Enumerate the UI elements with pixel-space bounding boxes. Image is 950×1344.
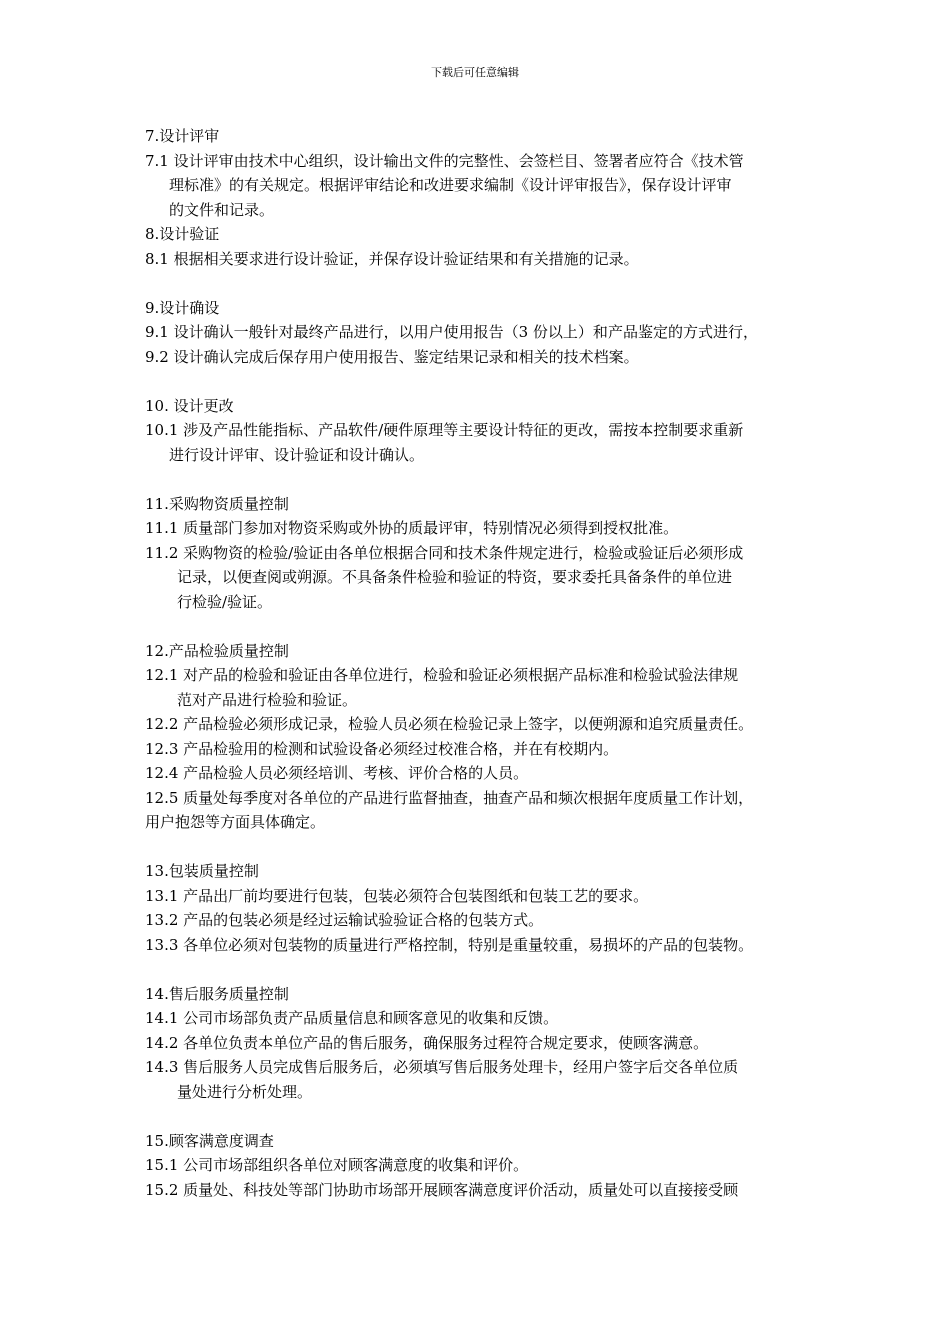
- clause-line: 范对产品进行检验和验证。: [177, 690, 358, 709]
- section-12: [145, 639, 823, 835]
- clause-line: 14.1 公司市场部负责产品质量信息和顾客意见的收集和反馈。: [145, 1009, 559, 1027]
- section-title: 15.顾客满意度调查: [145, 1131, 274, 1150]
- clause-12-4: [145, 761, 823, 786]
- clause-12-2: [145, 712, 823, 737]
- section-15: [145, 1129, 823, 1203]
- clause-11-2: [145, 541, 823, 615]
- clause-line: 12.4 产品检验人员必须经培训、考核、评价合格的人员。: [145, 764, 529, 782]
- section-title: 8.设计验证: [145, 225, 220, 243]
- section-title: 13.包装质量控制: [145, 862, 259, 880]
- clause-11-1: [145, 516, 823, 541]
- section-title: 14.售后服务质量控制: [145, 984, 289, 1003]
- clause-14-3: [145, 1055, 823, 1104]
- clause-line: 8.1 根据相关要求进行设计验证，并保存设计验证结果和有关措施的记录。: [145, 249, 639, 268]
- clause-line: 13.1 产品出厂前均要进行包装，包装必须符合包装图纸和包装工艺的要求。: [145, 886, 649, 905]
- clause-13-2: [145, 908, 823, 933]
- document-body: [145, 124, 823, 1202]
- clause-line: 11.1 质量部门参加对物资采购或外协的质最评审，特别情况必须得到授权批准。: [145, 519, 679, 537]
- clause-line: 用户抱怨等方面具体确定。: [145, 813, 326, 831]
- clause-line: 记录，以便查阅或朔源。不具备条件检验和验证的特资，要求委托具备条件的单位进: [177, 568, 733, 586]
- clause-line: 15.2 质量处、科技处等部门协助市场部开展顾客满意度评价活动，质量处可以直接接受顾: [145, 1180, 739, 1199]
- clause-8-1: [145, 247, 823, 272]
- clause-line: 14.3 售后服务人员完成售后服务后，必须填写售后服务处理卡，经用户签字后交各单位质: [145, 1058, 739, 1076]
- clause-line: 量处进行分析处理。: [177, 1082, 313, 1101]
- clause-line: 12.2 产品检验必须形成记录，检验人员必须在检验记录上签字，以便朔源和追究质量责任。: [145, 715, 754, 733]
- clause-12-5: [145, 786, 823, 835]
- section-title: 9.设计确设: [145, 298, 220, 317]
- clause-9-1: [145, 320, 823, 345]
- clause-line: 12.5 质量处每季度对各单位的产品进行监督抽查，抽查产品和频次根据年度质量工作计划，: [145, 788, 754, 807]
- clause-line: 9.1 设计确认一般针对最终产品进行，以用户使用报告（3 份以上）和产品鉴定的方式进行，: [145, 323, 758, 341]
- clause-14-1: [145, 1006, 823, 1031]
- section-title: 7.设计评审: [145, 127, 220, 145]
- clause-14-2: [145, 1031, 823, 1056]
- section-11: [145, 492, 823, 615]
- clause-line: 行检验/验证。: [177, 592, 273, 611]
- clause-line: 13.3 各单位必须对包装物的质量进行严格控制，特别是重量较重，易损坏的产品的包装物。: [145, 935, 754, 954]
- clause-12-3: [145, 737, 823, 762]
- clause-line: 12.3 产品检验用的检测和试验设备必须经过校准合格，并在有校期内。: [145, 739, 619, 758]
- section-title: 12.产品检验质量控制: [145, 641, 289, 660]
- clause-12-1: [145, 663, 823, 712]
- section-7: [145, 124, 823, 271]
- clause-line: 进行设计评审、设计验证和设计确认。: [169, 445, 425, 464]
- clause-line: 的文件和记录。: [169, 200, 275, 219]
- clause-7-1: [145, 149, 823, 223]
- clause-line: 14.2 各单位负责本单位产品的售后服务，确保服务过程符合规定要求，使顾客满意。: [145, 1033, 709, 1052]
- section-14: [145, 982, 823, 1105]
- clause-13-3: [145, 933, 823, 958]
- clause-line: 13.2 产品的包装必须是经过运输试验验证合格的包装方式。: [145, 911, 544, 929]
- section-13: [145, 859, 823, 957]
- section-title: 10. 设计更改: [145, 396, 234, 415]
- page-header: 下载后可任意编辑: [431, 66, 519, 79]
- clause-line: 7.1 设计评审由技术中心组织，设计输出文件的完整性、会签栏目、签署者应符合《技术管: [145, 151, 744, 170]
- clause-line: 10.1 涉及产品性能指标、产品软件/硬件原理等主要设计特征的更改，需按本控制要求重新: [145, 421, 744, 439]
- clause-15-1: [145, 1153, 823, 1178]
- clause-13-1: [145, 884, 823, 909]
- clause-line: 9.2 设计确认完成后保存用户使用报告、鉴定结果记录和相关的技术档案。: [145, 347, 639, 366]
- section-10: [145, 394, 823, 468]
- clause-10-1: [145, 418, 823, 467]
- clause-15-2: [145, 1178, 823, 1203]
- section-title: 11.采购物资质量控制: [145, 494, 289, 513]
- clause-9-2: [145, 345, 823, 370]
- section-9: [145, 296, 823, 370]
- clause-line: 理标准》的有关规定。根据评审结论和改进要求编制《设计评审报告》，保存设计评审: [169, 176, 732, 194]
- clause-line: 11.2 采购物资的检验/验证由各单位根据合同和技术条件规定进行，检验或验证后必须形成: [145, 543, 744, 562]
- clause-line: 12.1 对产品的检验和验证由各单位进行，检验和验证必须根据产品标准和检验试验法律规: [145, 666, 739, 684]
- clause-line: 15.1 公司市场部组织各单位对顾客满意度的收集和评价。: [145, 1156, 529, 1174]
